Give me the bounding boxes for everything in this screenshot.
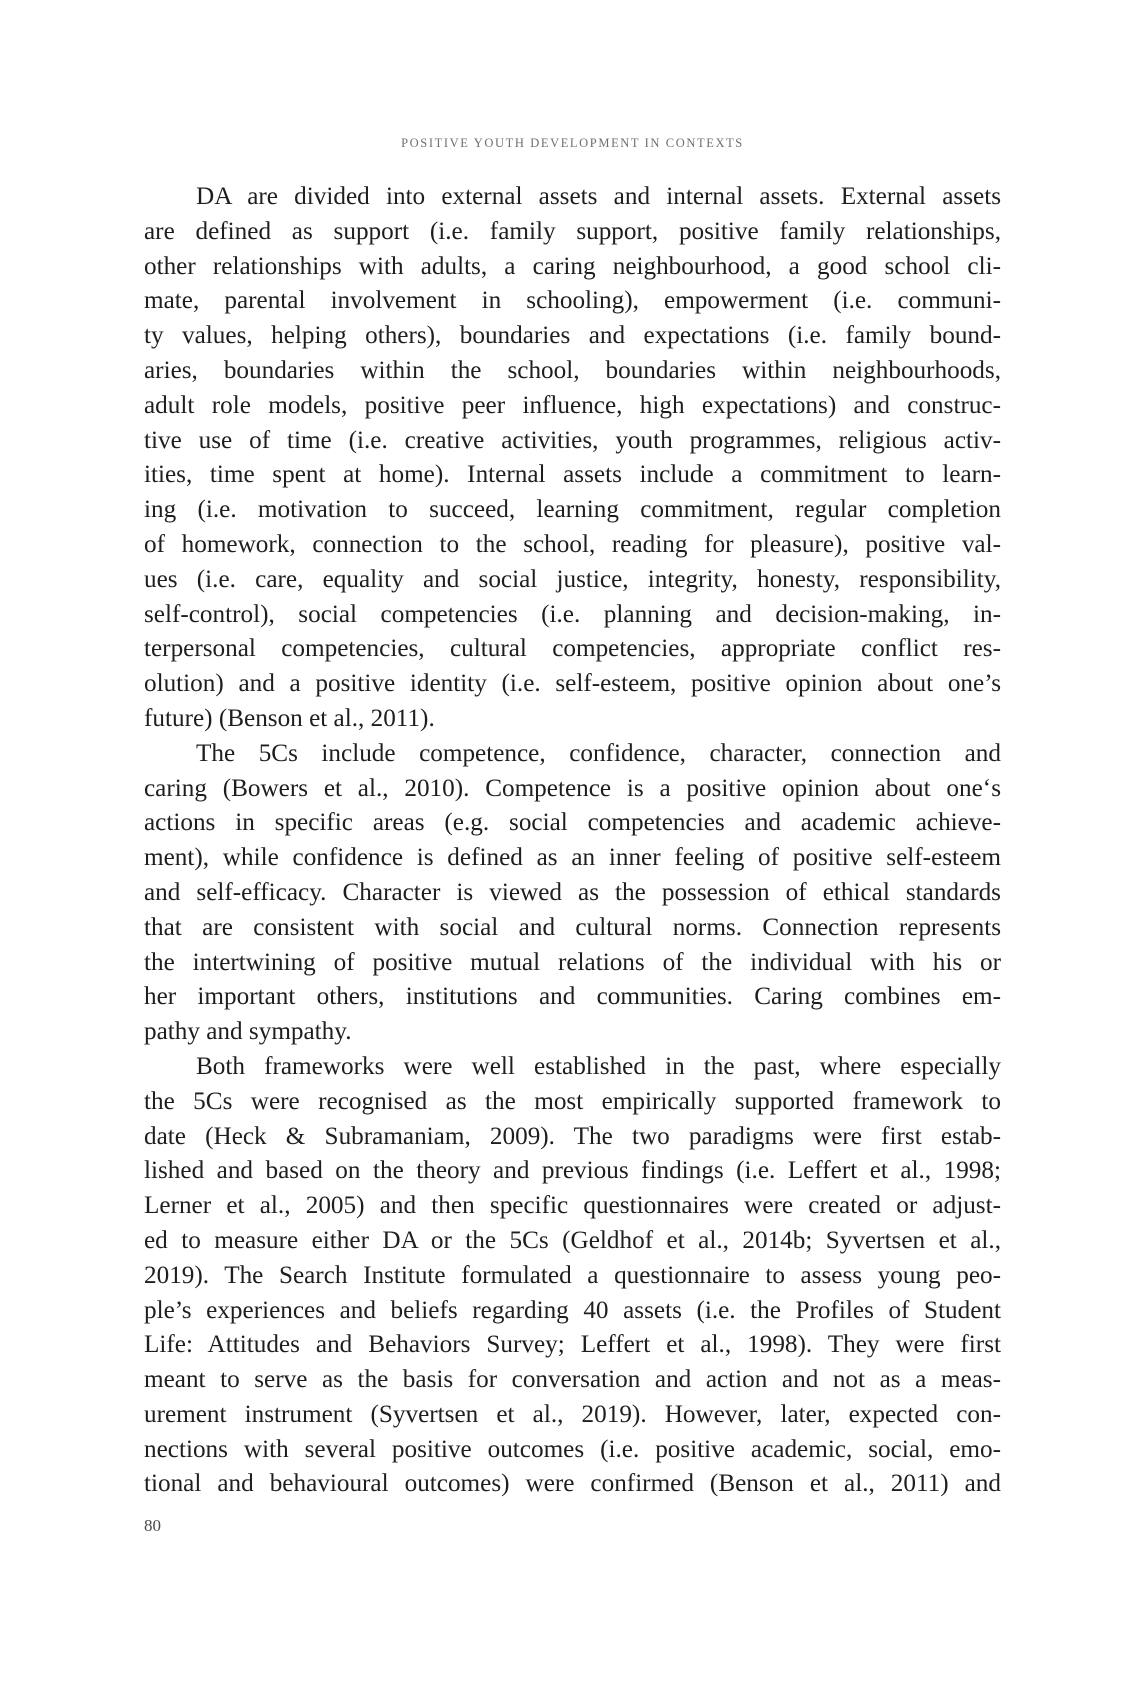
text-line: ment), while confidence is defined as an inner feeling of positive self-esteem <box>144 844 1001 872</box>
paragraph-1 <box>144 180 1001 737</box>
text-line: ple’s experiences and beliefs regarding 40 assets (i.e. the Profiles of Student <box>144 1296 1001 1324</box>
text-line: her important others, institutions and communities. Caring combines em- <box>144 983 1001 1011</box>
text-line: adult role models, positive peer influence, high expectations) and construc- <box>144 391 1001 419</box>
text-line: the 5Cs were recognised as the most empirically supported framework to <box>144 1087 1001 1115</box>
running-header: POSITIVE YOUTH DEVELOPMENT IN CONTEXTS <box>401 136 744 150</box>
text-line: future) (Benson et al., 2011). <box>144 704 435 732</box>
text-line: aries, boundaries within the school, boundaries within neighbourhoods, <box>144 356 1001 384</box>
text-line: of homework, connection to the school, reading for pleasure), positive val- <box>144 530 1001 558</box>
text-line: date (Heck & Subramaniam, 2009). The two paradigms were first estab- <box>144 1122 1001 1150</box>
text-line: ing (i.e. motivation to succeed, learning commitment, regular completion <box>144 496 1001 524</box>
paragraph-2 <box>144 737 1001 1050</box>
text-line: ty values, helping others), boundaries and expectations (i.e. family bound- <box>144 322 1001 350</box>
text-line: lished and based on the theory and previous findings (i.e. Leffert et al., 1998; <box>144 1157 1001 1185</box>
text-line: and self-efficacy. Character is viewed as the possession of ethical standards <box>144 878 1001 906</box>
text-line: 2019). The Search Institute formulated a questionnaire to assess young peo- <box>144 1261 1001 1289</box>
text-line: DA are divided into external assets and internal assets. External assets <box>196 183 1001 210</box>
text-line: nections with several positive outcomes (i.e. positive academic, social, emo- <box>144 1435 1001 1463</box>
text-line: ities, time spent at home). Internal assets include a commitment to learn- <box>144 461 1001 489</box>
text-line: terpersonal competencies, cultural competencies, appropriate conflict res- <box>144 635 1001 663</box>
text-line: self-control), social competencies (i.e. planning and decision-making, in- <box>144 600 1001 628</box>
text-line: other relationships with adults, a caring neighbourhood, a good school cli- <box>144 252 1001 280</box>
text-line: urement instrument (Syvertsen et al., 2019). However, later, expected con- <box>144 1400 1001 1428</box>
text-line: the intertwining of positive mutual relations of the individual with his or <box>144 948 1001 976</box>
paragraph-3 <box>144 1050 1001 1502</box>
text-line: The 5Cs include competence, confidence, character, connection and <box>196 739 1001 767</box>
text-line: mate, parental involvement in schooling), empowerment (i.e. communi- <box>144 287 1001 315</box>
text-line: Life: Attitudes and Behaviors Survey; Leffert et al., 1998). They were first <box>144 1331 1001 1359</box>
text-line: tive use of time (i.e. creative activities, youth programmes, religious activ- <box>144 426 1001 454</box>
text-line: caring (Bowers et al., 2010). Competence is a positive opinion about one‘s <box>144 774 1001 802</box>
text-line: are defined as support (i.e. family support, positive family relationships, <box>144 217 1001 245</box>
body-text <box>144 180 1001 1502</box>
text-line: tional and behavioural outcomes) were confirmed (Benson et al., 2011) and <box>144 1470 1001 1498</box>
text-line: olution) and a positive identity (i.e. self-esteem, positive opinion about one’s <box>144 670 1001 698</box>
text-line: pathy and sympathy. <box>144 1018 352 1046</box>
page-number: 80 <box>144 1516 161 1535</box>
text-line: actions in specific areas (e.g. social competencies and academic achieve- <box>144 809 1001 837</box>
text-line: ues (i.e. care, equality and social justice, integrity, honesty, responsibility, <box>144 565 1001 593</box>
text-line: meant to serve as the basis for conversation and action and not as a meas- <box>144 1366 1001 1394</box>
text-line: that are consistent with social and cultural norms. Connection represents <box>144 913 1001 941</box>
text-line: ed to measure either DA or the 5Cs (Geldhof et al., 2014b; Syvertsen et al., <box>144 1226 1001 1254</box>
text-line: Lerner et al., 2005) and then specific questionnaires were created or adjust- <box>144 1192 1001 1220</box>
text-line: Both frameworks were well established in the past, where especially <box>196 1052 1001 1080</box>
